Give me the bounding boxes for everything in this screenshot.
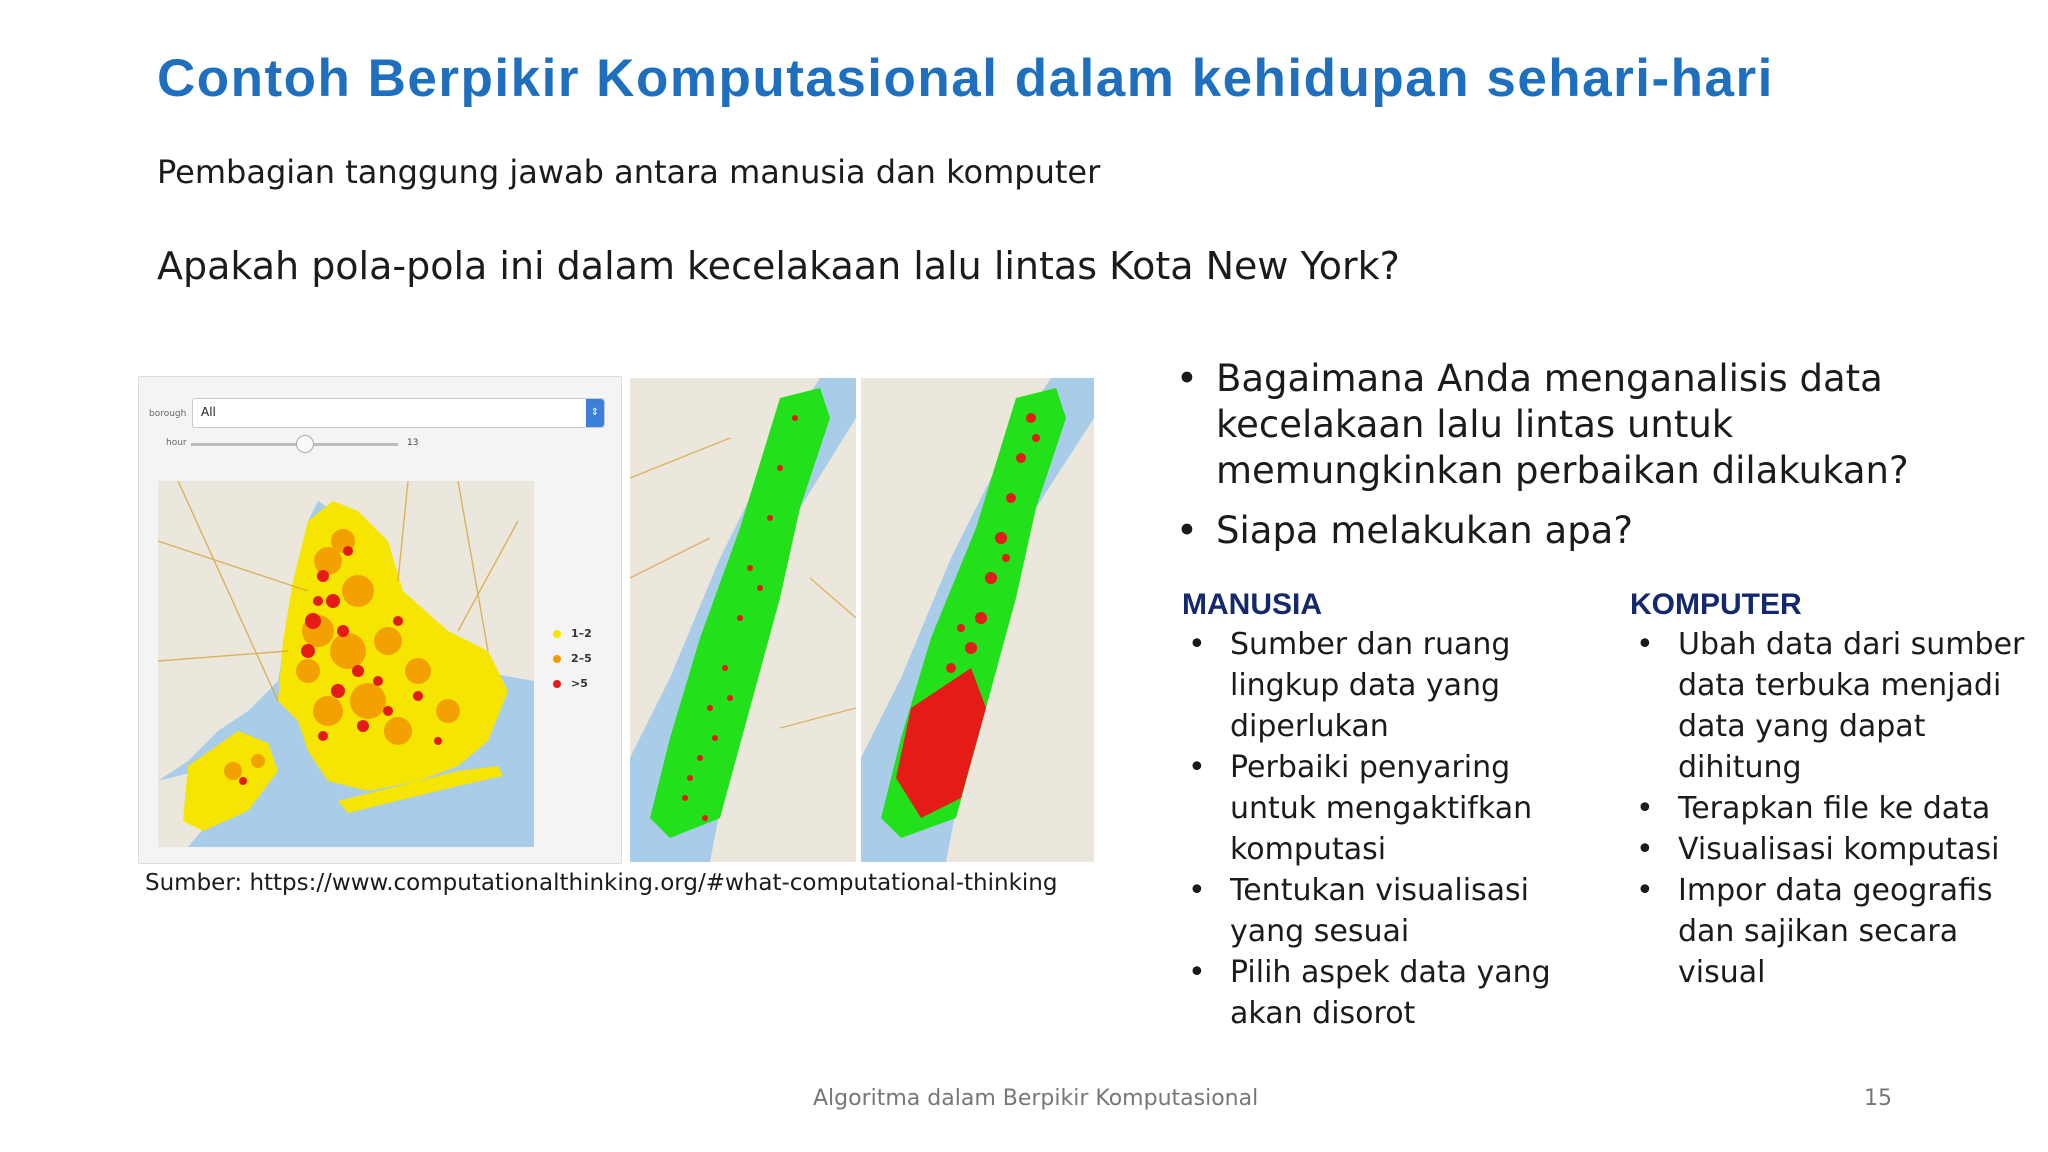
question-text: Siapa melakukan apa? xyxy=(1216,509,1633,552)
borough-value: All xyxy=(201,405,216,419)
borough-select[interactable] xyxy=(192,398,605,428)
bullet-icon: • xyxy=(1636,873,1654,908)
item-text: Sumber dan ruang lingkup data yang diperlukan xyxy=(1230,627,1511,744)
bullet-icon: • xyxy=(1636,791,1654,826)
accident-map-figure xyxy=(138,376,1094,864)
item-text: Impor data geografis dan sajikan secara visual xyxy=(1678,873,1993,990)
slide-footer: Algoritma dalam Berpikir Komputasional xyxy=(813,1086,1259,1111)
bullet-icon: • xyxy=(1188,750,1206,785)
bullet-icon: • xyxy=(1176,357,1198,400)
legend-swatch xyxy=(553,680,561,688)
bullet-icon: • xyxy=(1636,627,1654,662)
slide-question: Apakah pola-pola ini dalam kecelakaan lalu lintas Kota New York? xyxy=(157,244,1400,288)
question-text: Bagaimana Anda menganalisis data kecelakaan lalu lintas untuk memungkinkan perbaikan dilakukan? xyxy=(1216,357,1909,492)
borough-label: borough xyxy=(149,409,187,419)
manusia-column xyxy=(1182,588,1602,1034)
list-item xyxy=(1182,952,1602,1034)
komputer-heading: KOMPUTER xyxy=(1630,588,1802,621)
page-number: 15 xyxy=(1864,1086,1892,1111)
item-text: Tentukan visualisasi yang sesuai xyxy=(1230,873,1530,949)
bullet-icon: • xyxy=(1188,955,1206,990)
nyc-map-panel xyxy=(138,376,622,864)
list-item xyxy=(1630,870,2030,993)
question-list xyxy=(1176,356,2016,568)
item-text: Pilih aspek data yang akan disorot xyxy=(1230,955,1551,1031)
bullet-icon: • xyxy=(1188,627,1206,662)
bullet-icon: • xyxy=(1636,832,1654,867)
nyc-boroughs-map xyxy=(158,481,534,847)
legend-label: 2–5 xyxy=(571,652,592,665)
list-item xyxy=(1630,788,2030,829)
hour-slider-handle[interactable] xyxy=(296,435,314,453)
manusia-heading: MANUSIA xyxy=(1182,588,1322,621)
bullet-icon: • xyxy=(1188,873,1206,908)
list-item xyxy=(1182,624,1602,747)
item-text: Terapkan file ke data xyxy=(1678,791,1991,826)
list-item xyxy=(1176,508,2016,554)
manhattan-map-red xyxy=(861,378,1094,862)
legend-swatch xyxy=(553,655,561,663)
hour-label: hour xyxy=(166,438,187,448)
list-item xyxy=(1176,356,2016,494)
map-legend xyxy=(553,627,592,702)
komputer-column xyxy=(1630,588,2030,993)
legend-swatch xyxy=(553,630,561,638)
list-item xyxy=(1630,624,2030,788)
item-text: Perbaiki penyaring untuk mengaktifkan komputasi xyxy=(1230,750,1533,867)
item-text: Visualisasi komputasi xyxy=(1678,832,2000,867)
legend-item xyxy=(553,652,592,665)
manhattan-map-green xyxy=(630,378,856,862)
legend-item xyxy=(553,677,592,690)
legend-label: 1–2 xyxy=(571,627,592,640)
hour-value: 13 xyxy=(407,438,419,448)
bullet-icon: • xyxy=(1176,509,1198,552)
list-item xyxy=(1182,747,1602,870)
list-item xyxy=(1630,829,2030,870)
chevron-down-icon: ⇕ xyxy=(586,399,604,427)
legend-label: >5 xyxy=(571,677,588,690)
hour-slider-track[interactable] xyxy=(191,443,398,446)
item-text: Ubah data dari sumber data terbuka menjadi data yang dapat dihitung xyxy=(1678,627,2025,785)
image-source: Sumber: https://www.computationalthinking.org/#what-computational-thinking xyxy=(145,870,1058,896)
slide-title: Contoh Berpikir Komputasional dalam kehidupan sehari-hari xyxy=(157,49,1774,108)
slide-subtitle: Pembagian tanggung jawab antara manusia dan komputer xyxy=(157,153,1101,191)
list-item xyxy=(1182,870,1602,952)
legend-item xyxy=(553,627,592,640)
